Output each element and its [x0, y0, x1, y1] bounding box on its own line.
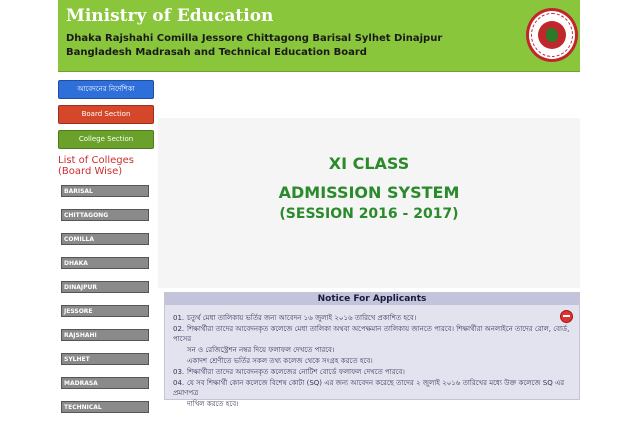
main-banner — [158, 80, 580, 288]
notice-panel — [164, 292, 580, 408]
government-seal-logo — [526, 8, 578, 62]
application-guideline-button[interactable]: আবেদনের নির্দেশিকা — [58, 80, 154, 99]
notice-item: 02. শিক্ষার্থীরা তাদের আবেদনকৃত কলেজে মেধা তালিকা অথবা অপেক্ষমান তালিকায় জানতে পারবে। শিক্ষার্থীরা অনলাইনে তাদের রোল, বোর্ড, পাসের — [173, 325, 570, 343]
college-section-button[interactable]: College Section — [58, 130, 154, 149]
banner-session-heading: (SESSION 2016 - 2017) — [279, 206, 459, 222]
boards-line-1: Dhaka Rajshahi Comilla Jessore Chittagong Barisal Sylhet Dinajpur — [66, 33, 443, 44]
sidebar-item-barisal[interactable]: BARISAL — [61, 185, 149, 197]
site-title: Ministry of Education — [66, 6, 274, 26]
sidebar-item-jessore[interactable]: JESSORE — [61, 305, 149, 317]
notice-item: দাখিল করতে হবে। — [187, 400, 239, 408]
notice-list — [173, 313, 573, 410]
sidebar-item-sylhet[interactable]: SYLHET — [61, 353, 149, 365]
sidebar-item-chittagong[interactable]: CHITTAGONG — [61, 209, 149, 221]
boards-line-2: Bangladesh Madrasah and Technical Education Board — [66, 47, 367, 58]
colleges-list-link[interactable]: List of Colleges (Board Wise) — [58, 155, 134, 177]
sidebar-item-madrasa[interactable]: MADRASA — [61, 377, 149, 389]
sidebar-item-rajshahi[interactable]: RAJSHAHI — [61, 329, 149, 341]
notice-item: 01. চতুর্থ মেধা তালিকায় ভর্তির জন্য আবেদন ১৬ জুলাই ২০১৬ তারিখে প্রকাশিত হবে। — [173, 314, 417, 322]
board-section-button[interactable]: Board Section — [58, 105, 154, 124]
board-list — [66, 32, 442, 60]
notice-item: একাদশ শ্রেণীতে ভর্তির সকল তথ্য কলেজ থেকে সংগ্রহ করতে হবে। — [187, 357, 373, 365]
sidebar-item-dinajpur[interactable]: DINAJPUR — [61, 281, 149, 293]
notice-item: 04. যে সব শিক্ষার্থী কোন কলেজে বিশেষ কোটা (SQ) এর জন্য আবেদন করেছে তাদের ২ জুলাই ২০১৬ তারিখের মধ্যে উক্ত কলেজে SQ এর প্রমাণপত্র — [173, 379, 565, 397]
notice-title: Notice For Applicants — [165, 293, 579, 305]
sidebar-item-comilla[interactable]: COMILLA — [61, 233, 149, 245]
sidebar-item-dhaka[interactable]: DHAKA — [61, 257, 149, 269]
notice-item: সন ও রেজিস্ট্রেশন নম্বর দিয়ে ফলাফল দেখতে পারবে। — [187, 346, 335, 354]
sidebar — [58, 80, 154, 425]
site-header — [58, 0, 580, 72]
sidebar-item-technical[interactable]: TECHNICAL — [61, 401, 149, 413]
banner-class-heading: XI CLASS — [328, 154, 410, 173]
banner-system-heading: ADMISSION SYSTEM — [278, 183, 460, 202]
notice-item: 03. শিক্ষার্থীরা তাদের আবেদনকৃত কলেজের নোটিশ বোর্ডে ফলাফল দেখতে পারবে। — [173, 368, 405, 376]
